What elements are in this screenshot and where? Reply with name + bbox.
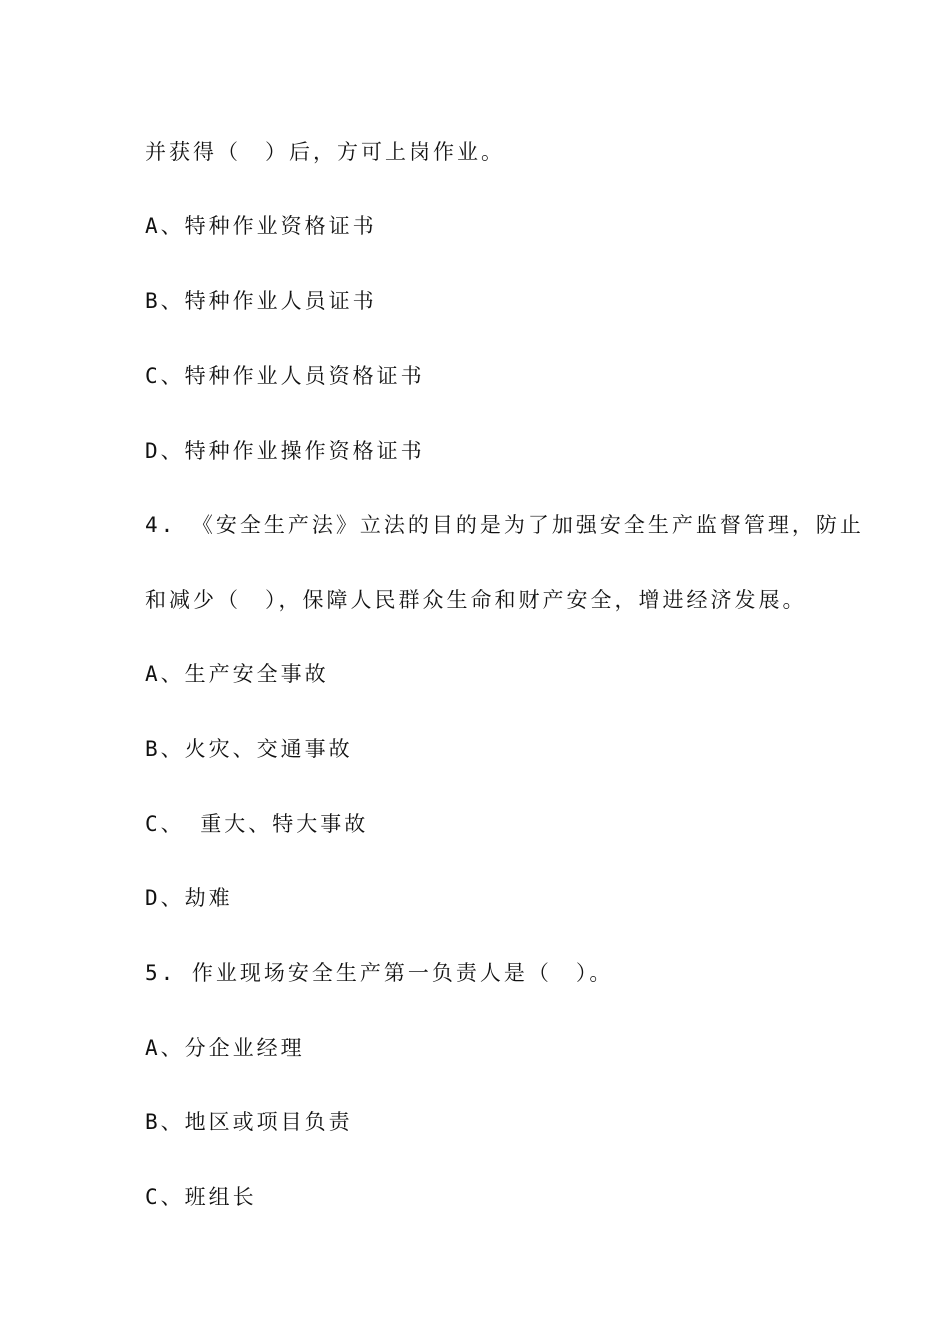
question-3-option-a: A、特种作业资格证书	[145, 214, 377, 238]
question-5-option-a: A、分企业经理	[145, 1036, 305, 1060]
question-4-text: 4. 《安全生产法》立法的目的是为了加强安全生产监督管理，防止	[145, 513, 864, 537]
question-3-option-d: D、特种作业操作资格证书	[145, 439, 425, 463]
question-5-option-b: B、地区或项目负责	[145, 1110, 353, 1134]
question-4-option-a: A、生产安全事故	[145, 662, 329, 686]
question-5-option-c: C、班组长	[145, 1185, 257, 1209]
question-3-option-b: B、特种作业人员证书	[145, 289, 377, 313]
question-4-option-d: D、劫难	[145, 886, 233, 910]
question-4-text-continued: 和减少（ ），保障人民群众生命和财产安全，增进经济发展。	[145, 588, 807, 612]
question-4-option-b: B、火灾、交通事故	[145, 737, 353, 761]
question-4-option-c: C、 重大、特大事故	[145, 812, 369, 836]
question-5-text: 5. 作业现场安全生产第一负责人是（ ）。	[145, 961, 614, 985]
question-3-option-c: C、特种作业人员资格证书	[145, 364, 425, 388]
question-3-continuation: 并获得（ ）后，方可上岗作业。	[145, 140, 505, 164]
